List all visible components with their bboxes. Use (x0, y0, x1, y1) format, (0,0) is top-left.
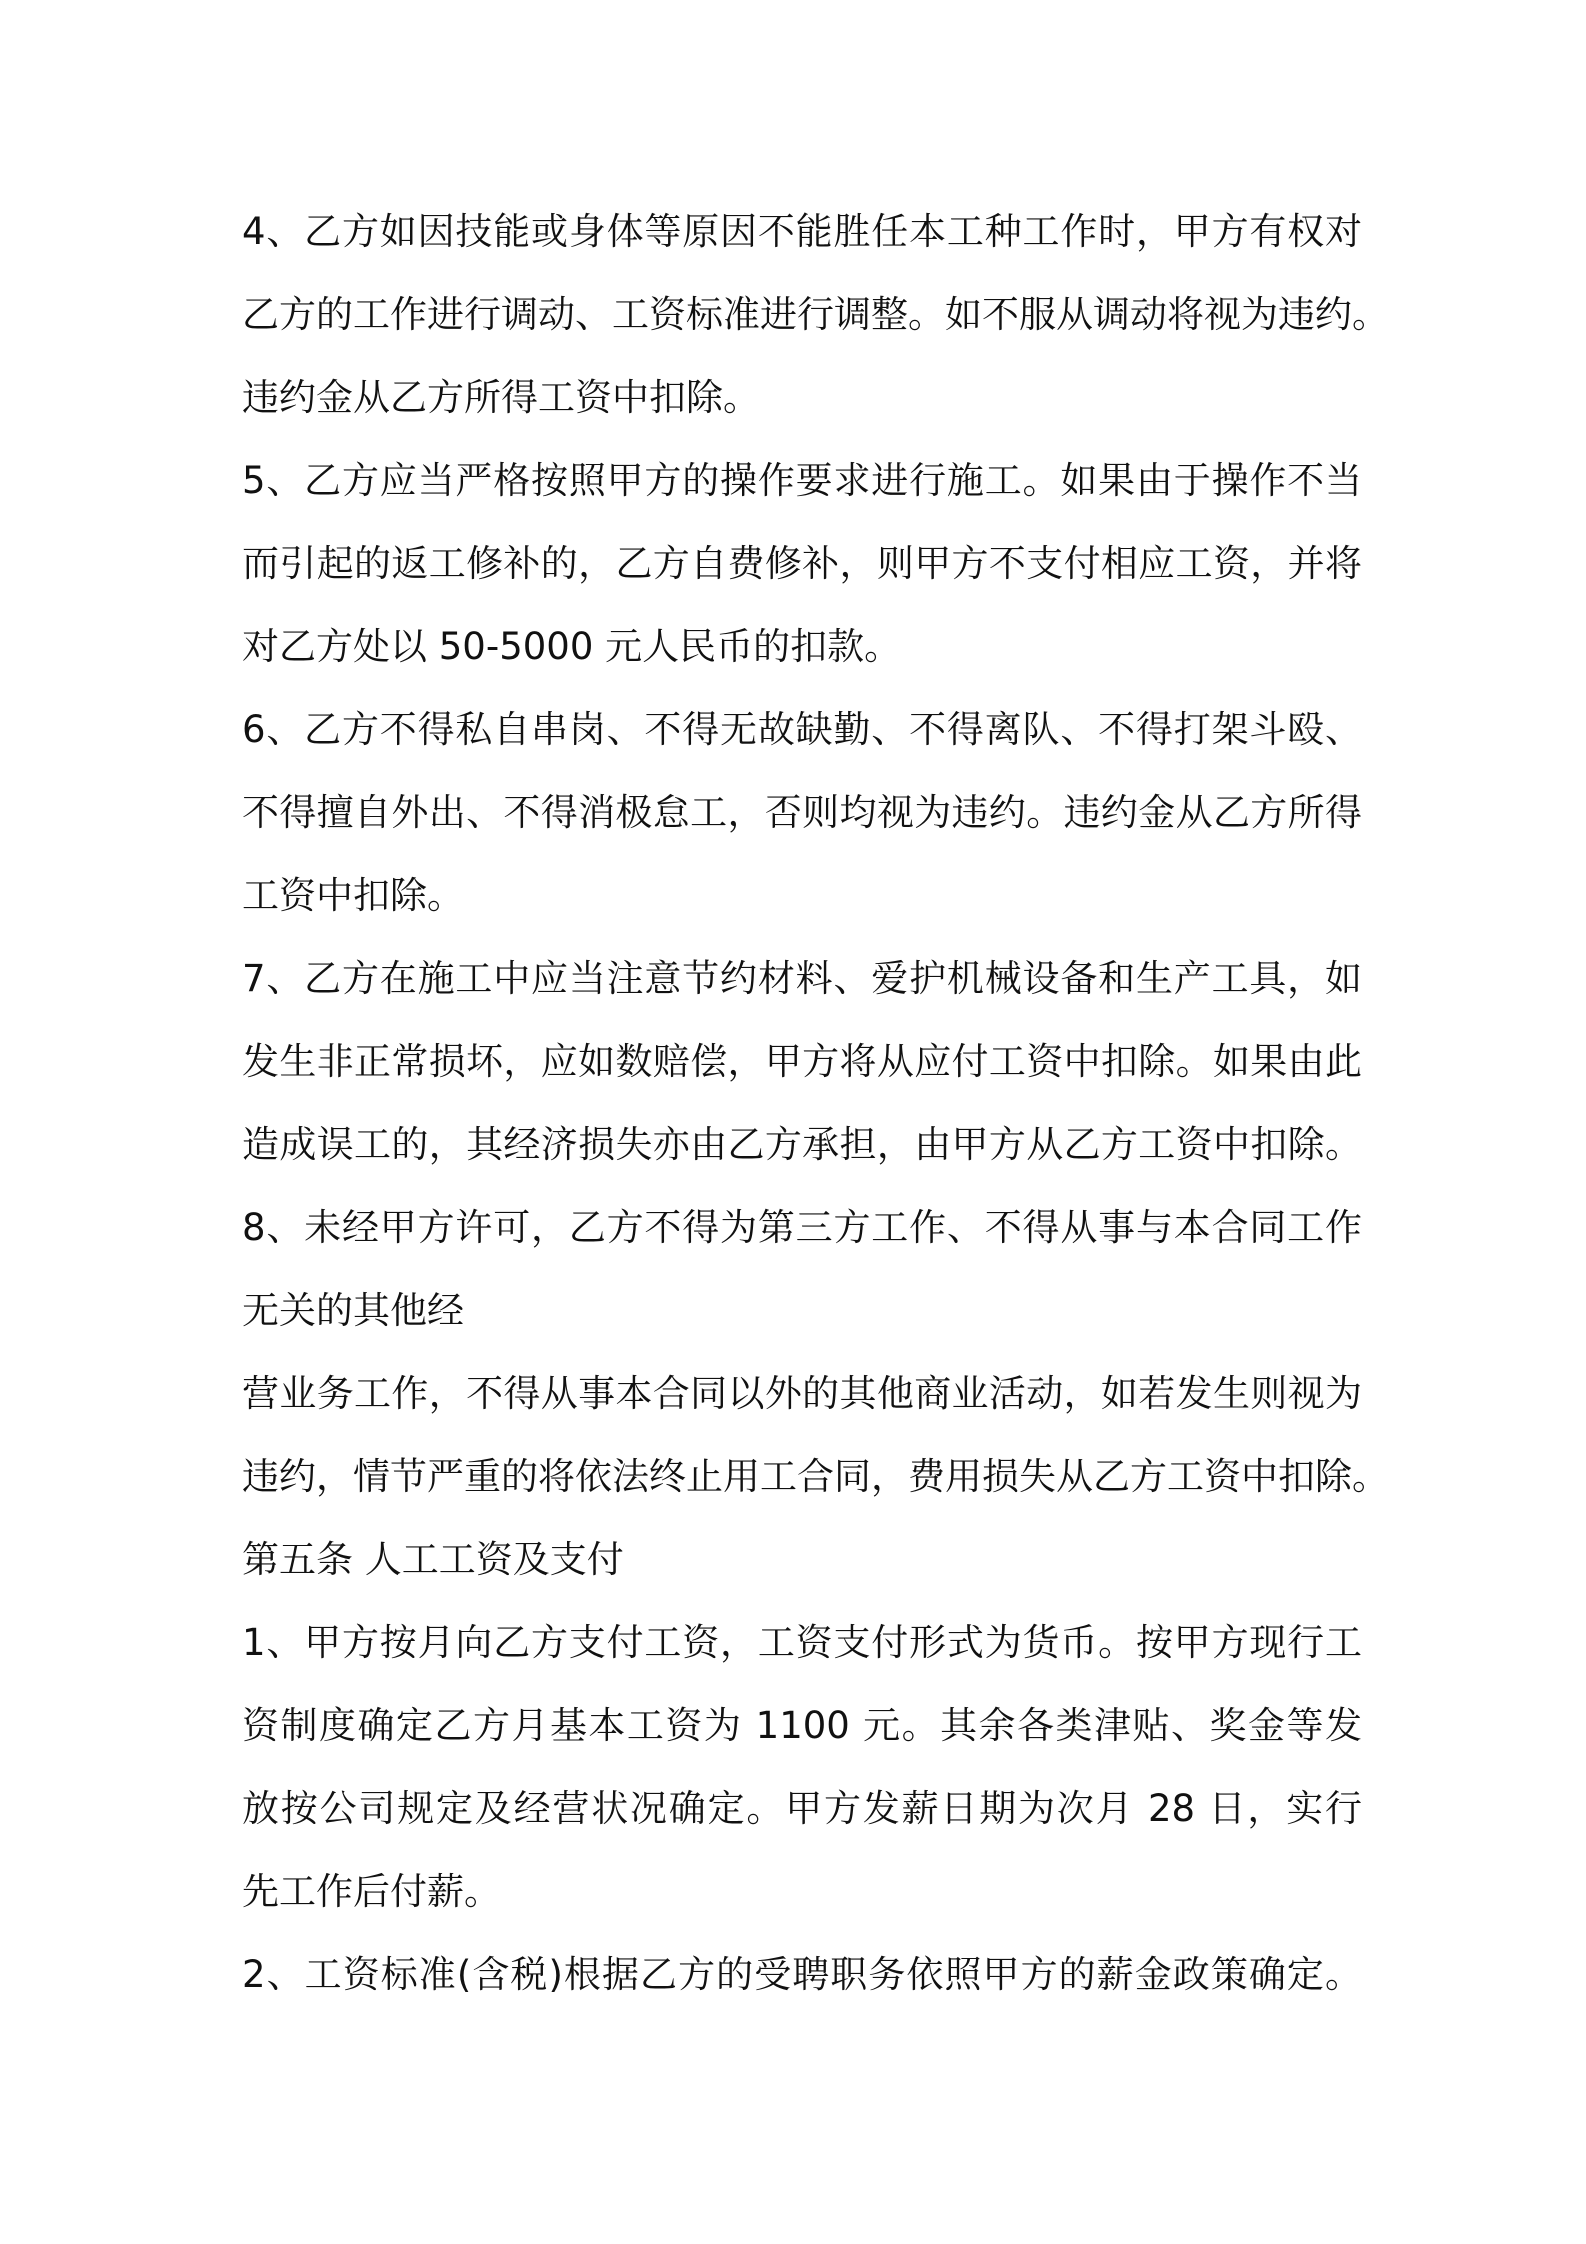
document-body (242, 190, 1389, 2016)
clause-6-line-2: 不得擅自外出、不得消极怠工，否则均视为违约。违约金从乙方所得 (242, 791, 1362, 834)
clause-5-line-2: 而引起的返工修补的，乙方自费修补，则甲方不支付相应工资，并将 (242, 542, 1362, 585)
wage-clause-1-line-1: 1、甲方按月向乙方支付工资，工资支付形式为货币。按甲方现行工 (242, 1621, 1362, 1664)
clause-4-line-3: 违约金从乙方所得工资中扣除。 (242, 376, 760, 419)
clause-8-line-4: 违约，情节严重的将依法终止用工合同，费用损失从乙方工资中扣除。 (242, 1455, 1389, 1498)
clause-6-line-3: 工资中扣除。 (242, 874, 464, 917)
wage-clause-1-line-3: 放按公司规定及经营状况确定。甲方发薪日期为次月 28 日，实行 (242, 1787, 1362, 1830)
clause-6-line-1: 6、乙方不得私自串岗、不得无故缺勤、不得离队、不得打架斗殴、 (242, 708, 1362, 751)
wage-clause-1-line-4: 先工作后付薪。 (242, 1870, 501, 1913)
clause-5-line-3: 对乙方处以 50-5000 元人民币的扣款。 (242, 625, 902, 668)
clause-8-line-3: 营业务工作，不得从事本合同以外的其他商业活动，如若发生则视为 (242, 1372, 1362, 1415)
wage-clause-1-line-2: 资制度确定乙方月基本工资为 1100 元。其余各类津贴、奖金等发 (242, 1704, 1362, 1747)
clause-4-line-1: 4、乙方如因技能或身体等原因不能胜任本工种工作时，甲方有权对 (242, 210, 1362, 253)
clause-8-line-1: 8、未经甲方许可，乙方不得为第三方工作、不得从事与本合同工作 (242, 1206, 1362, 1249)
article-5-heading: 第五条 人工工资及支付 (242, 1538, 624, 1581)
clause-7-line-1: 7、乙方在施工中应当注意节约材料、爱护机械设备和生产工具，如 (242, 957, 1362, 1000)
clause-4-line-2: 乙方的工作进行调动、工资标准进行调整。如不服从调动将视为违约。 (242, 293, 1389, 336)
clause-7-line-2: 发生非正常损坏，应如数赔偿，甲方将从应付工资中扣除。如果由此 (242, 1040, 1362, 1083)
clause-7-line-3: 造成误工的，其经济损失亦由乙方承担，由甲方从乙方工资中扣除。 (242, 1123, 1362, 1166)
wage-clause-2-line-1: 2、工资标准(含税)根据乙方的受聘职务依照甲方的薪金政策确定。 (242, 1953, 1362, 1996)
clause-5-line-1: 5、乙方应当严格按照甲方的操作要求进行施工。如果由于操作不当 (242, 459, 1362, 502)
clause-8-line-2: 无关的其他经 (242, 1289, 464, 1332)
